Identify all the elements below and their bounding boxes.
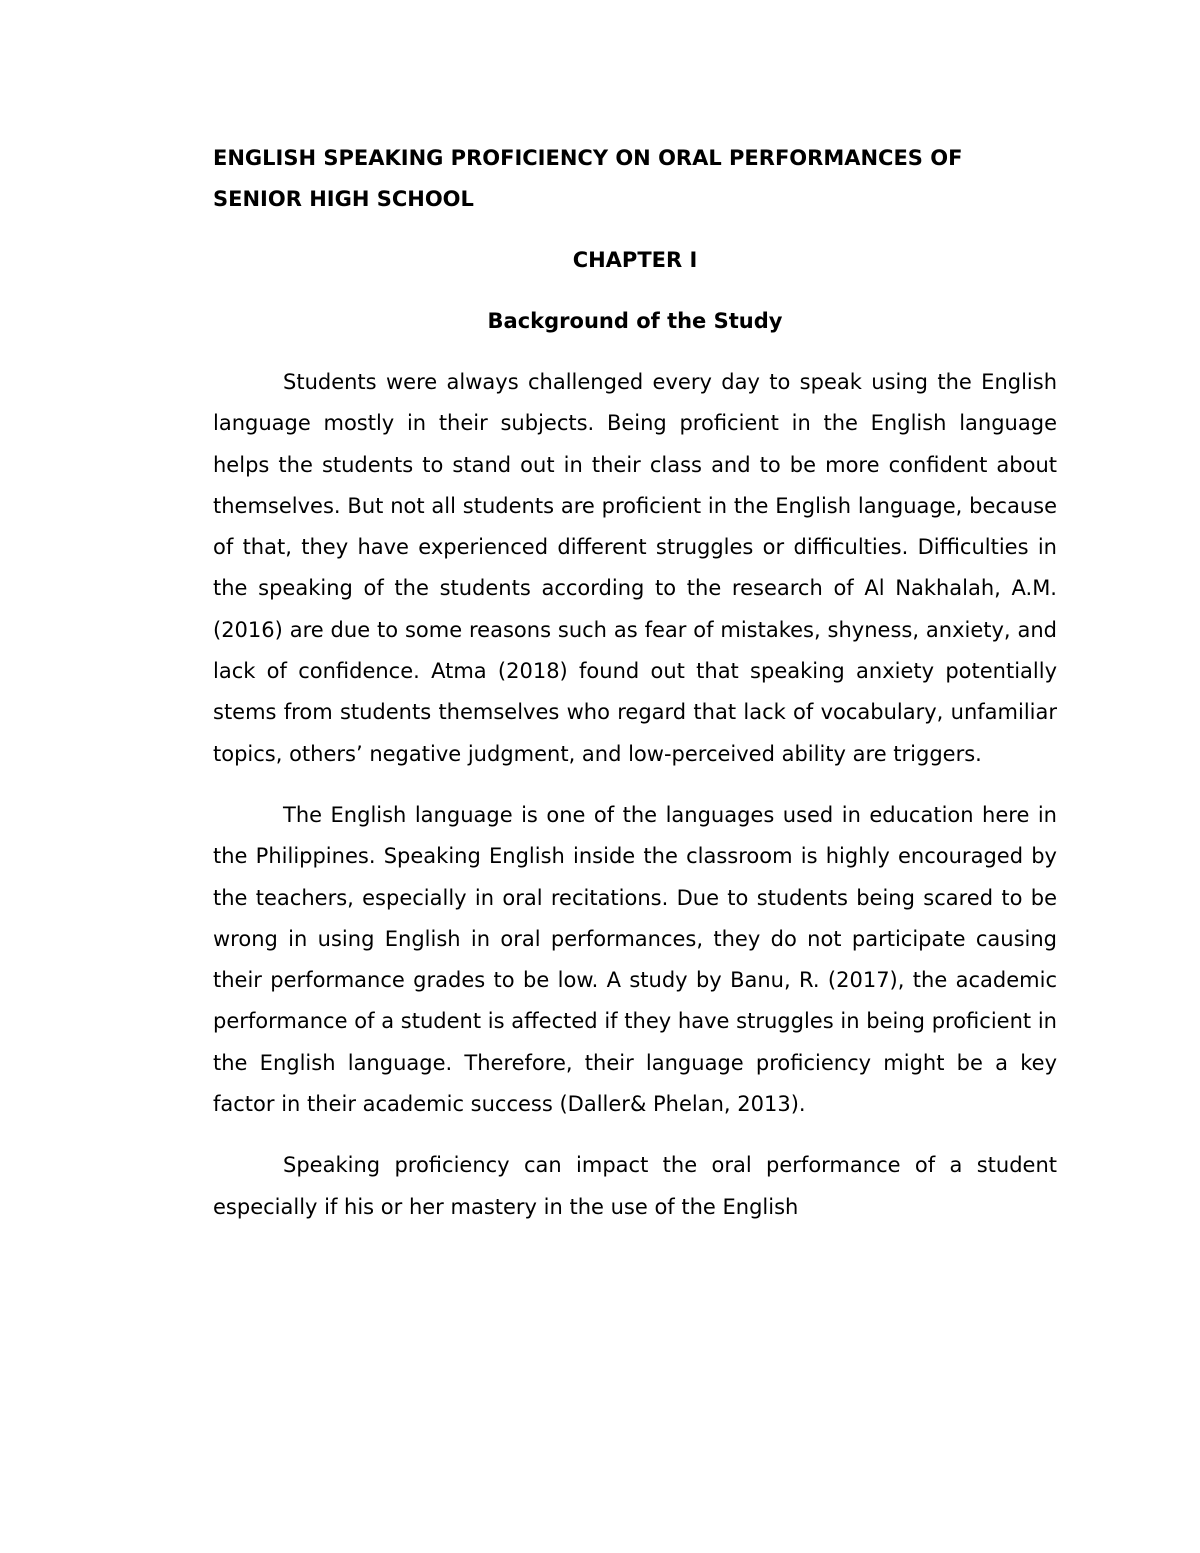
document-title: ENGLISH SPEAKING PROFICIENCY ON ORAL PERFORMANCES OF SENIOR HIGH SCHOOL bbox=[213, 146, 963, 211]
document-content bbox=[213, 138, 1057, 1228]
section-heading: Background of the Study bbox=[487, 309, 783, 333]
paragraph-1: Students were always challenged every day to speak using the English language mostly in their subjects. Being proficient in the English language helps the students to stand out in their class and to be more confident about themselves. But not all students are proficient in the English language, because of that, they have experienced different struggles or difficulties. Difficulties in the speaking of the students according to the research of Al Nakhalah, A.M. (2016) are due to some reasons such as fear of mistakes, shyness, anxiety, and lack of confidence. Atma (2018) found out that speaking anxiety potentially stems from students themselves who regard that lack of vocabulary, unfamiliar topics, others’ negative judgment, and low-perceived ability are triggers. bbox=[213, 370, 1057, 766]
chapter-heading: CHAPTER I bbox=[572, 248, 698, 272]
paragraph-3: Speaking proficiency can impact the oral performance of a student especially if his or her mastery in the use of the English bbox=[213, 1153, 1057, 1219]
paragraph-2: The English language is one of the languages used in education here in the Philippines. Speaking English inside the classroom is highly encouraged by the teachers, especially in oral recitations. Due to students being scared to be wrong in using English in oral performances, they do not participate causing their performance grades to be low. A study by Banu, R. (2017), the academic performance of a student is affected if they have struggles in being proficient in the English language. Therefore, their language proficiency might be a key factor in their academic success (Daller& Phelan, 2013). bbox=[213, 802, 1057, 1117]
